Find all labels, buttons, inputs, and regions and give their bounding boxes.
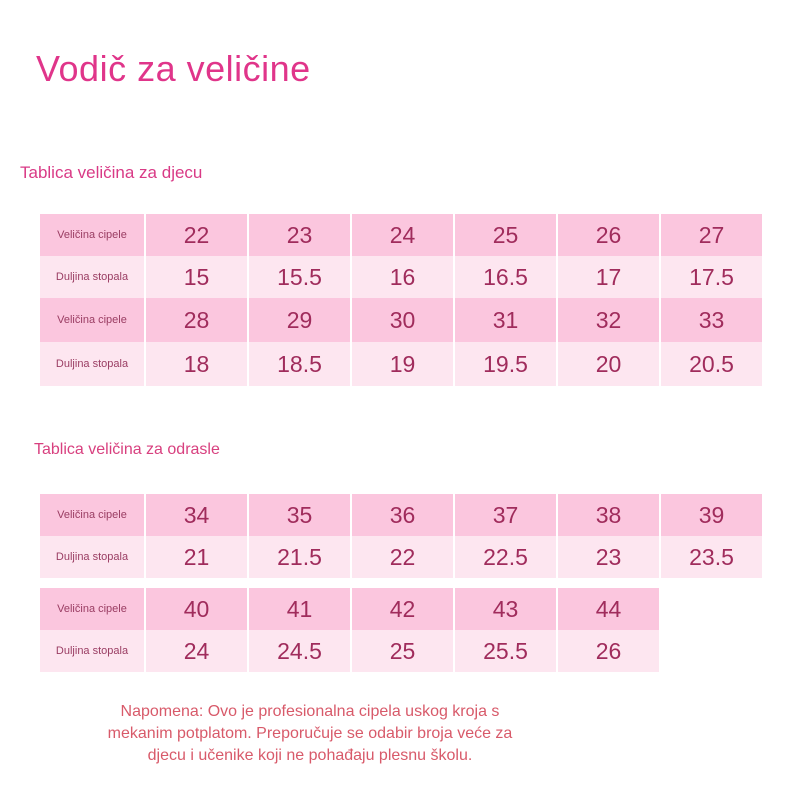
row-label: Veličina cipele xyxy=(40,494,144,536)
table-cell: 23.5 xyxy=(661,536,762,578)
table-cell: 43 xyxy=(455,588,556,630)
table-cell: 20 xyxy=(558,342,659,386)
row-label: Veličina cipele xyxy=(40,588,144,630)
table-cell: 32 xyxy=(558,298,659,342)
table-cell: 25.5 xyxy=(455,630,556,672)
table-cell: 35 xyxy=(249,494,350,536)
row-label: Veličina cipele xyxy=(40,298,144,342)
table-cell: 24 xyxy=(352,214,453,256)
table-cell: 33 xyxy=(661,298,762,342)
table-cell: 44 xyxy=(558,588,659,630)
table-cell: 30 xyxy=(352,298,453,342)
table-cell: 19 xyxy=(352,342,453,386)
table-row xyxy=(40,214,762,256)
row-label: Duljina stopala xyxy=(40,256,144,298)
page-title: Vodič za veličine xyxy=(36,48,311,89)
table-cell: 25 xyxy=(455,214,556,256)
table-cell: 16 xyxy=(352,256,453,298)
table-cell: 26 xyxy=(558,630,659,672)
table-cell: 27 xyxy=(661,214,762,256)
table-cell: 41 xyxy=(249,588,350,630)
table-cell: 34 xyxy=(146,494,247,536)
table-cell: 24 xyxy=(146,630,247,672)
table-cell: 22 xyxy=(146,214,247,256)
table-cell: 23 xyxy=(249,214,350,256)
table-cell: 17 xyxy=(558,256,659,298)
table-cell: 15 xyxy=(146,256,247,298)
footnote-line: djecu i učenike koji ne pohađaju plesnu školu. xyxy=(147,747,473,764)
table-cell: 22.5 xyxy=(455,536,556,578)
row-label: Duljina stopala xyxy=(40,342,144,386)
table-cell: 21 xyxy=(146,536,247,578)
table-cell: 28 xyxy=(146,298,247,342)
table-cell: 23 xyxy=(558,536,659,578)
row-label: Duljina stopala xyxy=(40,630,144,672)
table-cell: 18.5 xyxy=(249,342,350,386)
footnote-line: mekanim potplatom. Preporučuje se odabir broja veće za xyxy=(107,725,513,742)
table-cell: 20.5 xyxy=(661,342,762,386)
kids-size-table xyxy=(38,214,764,386)
table-cell: 36 xyxy=(352,494,453,536)
table-cell: 16.5 xyxy=(455,256,556,298)
table-cell: 38 xyxy=(558,494,659,536)
table-row xyxy=(40,298,762,342)
adults-size-table-continued xyxy=(38,588,661,672)
table-cell: 24.5 xyxy=(249,630,350,672)
table-cell: 37 xyxy=(455,494,556,536)
table-row xyxy=(40,342,762,386)
table-cell: 15.5 xyxy=(249,256,350,298)
table-cell: 42 xyxy=(352,588,453,630)
table-cell: 21.5 xyxy=(249,536,350,578)
table-cell: 25 xyxy=(352,630,453,672)
footnote xyxy=(60,701,560,767)
table-row xyxy=(40,536,762,578)
footnote-line: Napomena: Ovo je profesionalna cipela uskog kroja s xyxy=(120,703,500,720)
table-cell: 40 xyxy=(146,588,247,630)
adults-table-heading: Tablica veličina za odrasle xyxy=(34,441,220,458)
table-cell: 39 xyxy=(661,494,762,536)
row-label: Duljina stopala xyxy=(40,536,144,578)
table-cell: 29 xyxy=(249,298,350,342)
adults-size-table xyxy=(38,494,764,578)
table-cell: 19.5 xyxy=(455,342,556,386)
table-cell: 22 xyxy=(352,536,453,578)
table-cell: 17.5 xyxy=(661,256,762,298)
row-label: Veličina cipele xyxy=(40,214,144,256)
table-row xyxy=(40,256,762,298)
kids-table-heading: Tablica veličina za djecu xyxy=(20,163,203,182)
table-row xyxy=(40,588,659,630)
table-cell: 18 xyxy=(146,342,247,386)
table-row xyxy=(40,630,659,672)
table-row xyxy=(40,494,762,536)
table-cell: 26 xyxy=(558,214,659,256)
table-cell: 31 xyxy=(455,298,556,342)
